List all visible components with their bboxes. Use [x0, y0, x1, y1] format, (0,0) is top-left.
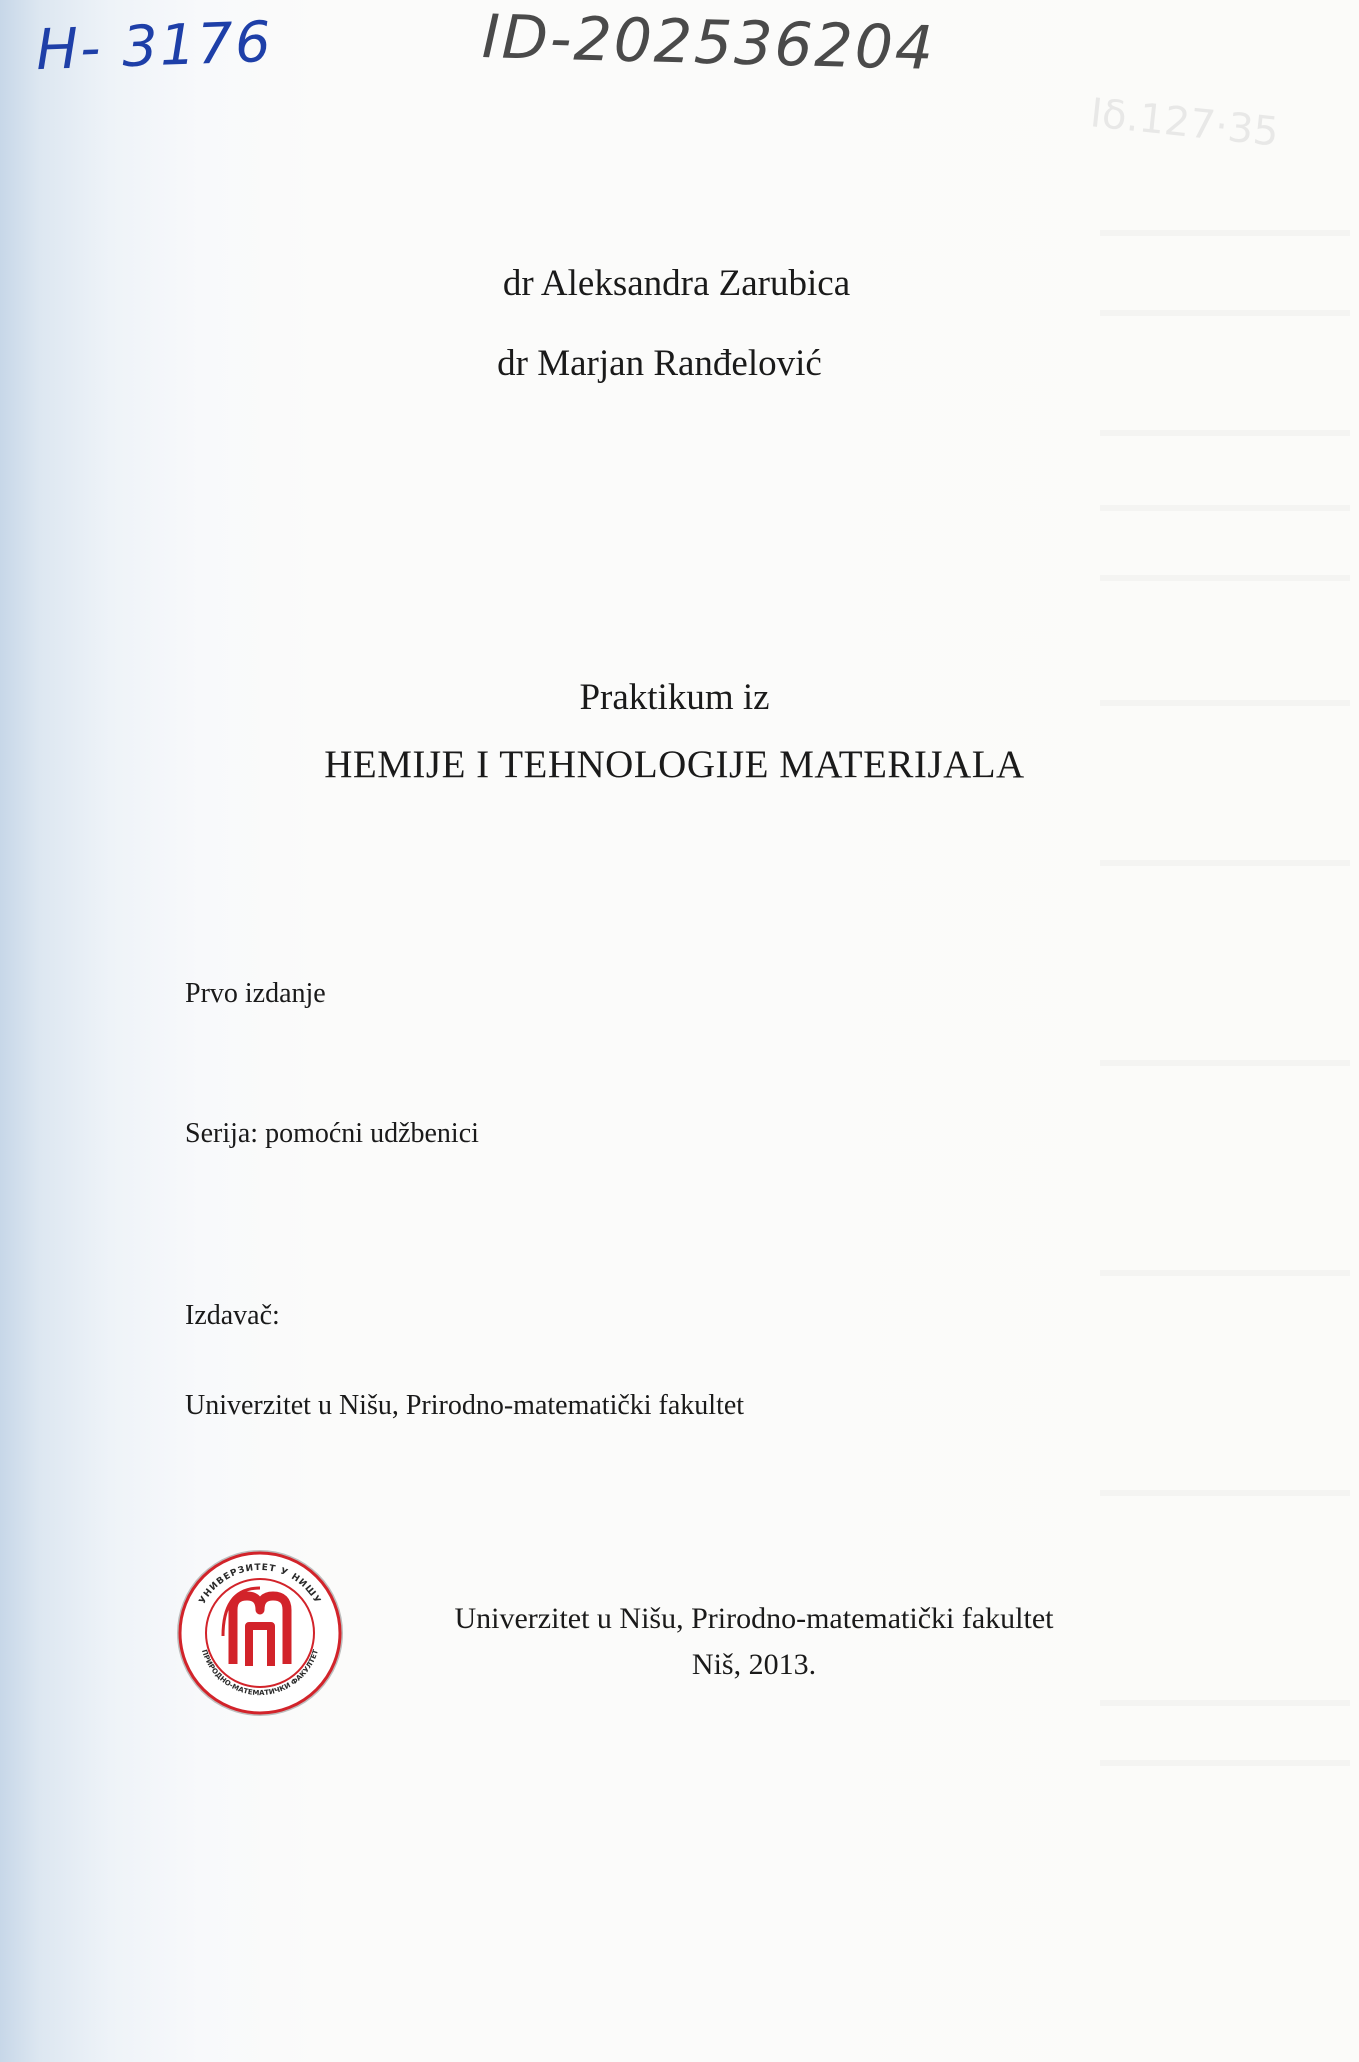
book-title-line-1: Praktikum iz: [579, 677, 770, 718]
edition: Prvo izdanje: [185, 978, 326, 1009]
book-title-line-2: HEMIJE I TEHNOLOGIJE MATERIJALA: [324, 743, 1025, 786]
author-1: dr Aleksandra Zarubica: [502, 263, 851, 304]
seal-bottom-text: ПРИРОДНО-МАТЕМАТИЧКИ ФАКУЛТЕТ: [200, 1648, 320, 1698]
seal-top-text: УНИВЕРЗИТЕТ У НИШУ: [197, 1562, 323, 1606]
bleed-through-mark: Ιδ.127·35: [1088, 90, 1281, 156]
university-seal-icon: [175, 1548, 345, 1718]
imprint-place-year: Niš, 2013.: [691, 1648, 817, 1681]
publisher-name: Univerzitet u Nišu, Prirodno-matematički fakultet: [185, 1390, 745, 1421]
handwritten-catalog-number: ID-202536204: [481, 2, 936, 84]
handwritten-inventory-mark: H- 3176: [34, 9, 274, 84]
imprint-publisher: Univerzitet u Nišu, Prirodno-matematički fakultet: [454, 1602, 1054, 1635]
publisher-label: Izdavač:: [185, 1300, 280, 1331]
series: Serija: pomoćni udžbenici: [185, 1118, 479, 1149]
author-2: dr Marjan Ranđelović: [497, 343, 822, 384]
